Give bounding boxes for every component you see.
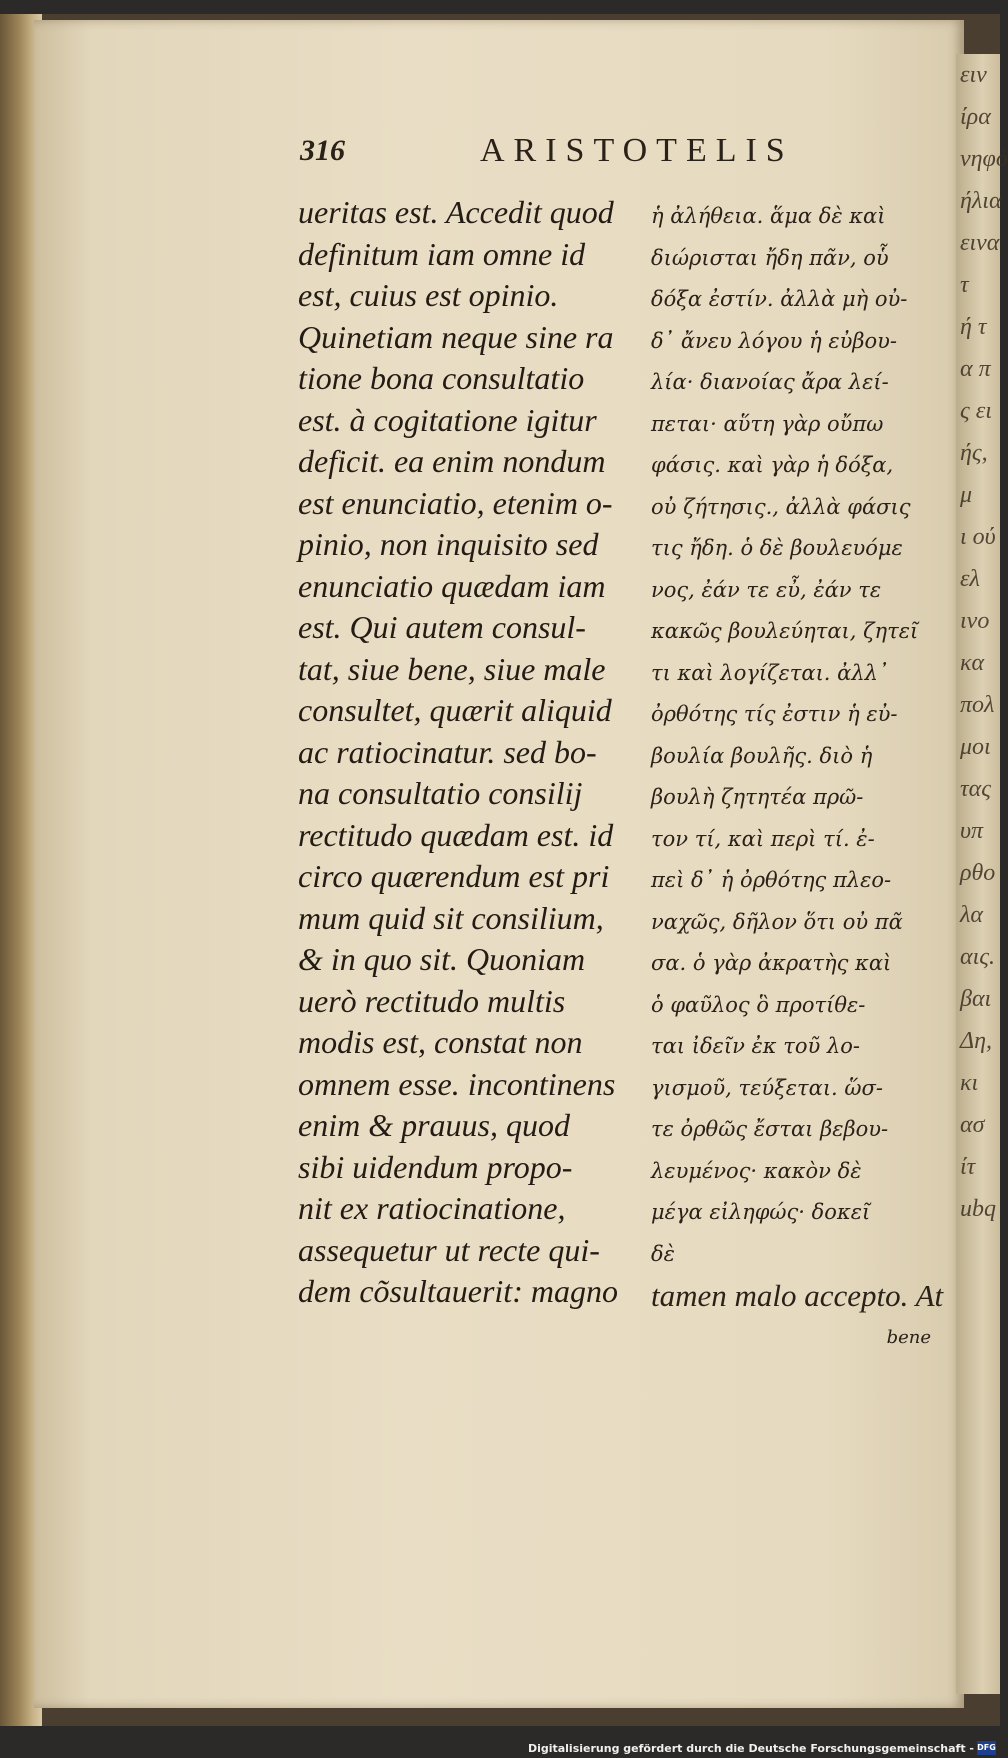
funding-credit: Digitalisierung gefördert durch die Deutsche Forschungsgemeinschaft - — [527, 1742, 974, 1755]
catchword: bene — [886, 1326, 931, 1348]
latin-line: est, cuius est opinio. — [298, 277, 559, 313]
next-page-fragment: ς ει — [960, 398, 992, 424]
dfg-logo: DFG — [977, 1741, 996, 1755]
next-page-fragment: ίτ — [960, 1154, 976, 1180]
greek-line: τι καὶ λογίζεται. ἀλλ᾽ — [651, 660, 889, 685]
latin-column — [298, 192, 618, 1313]
footer-bar — [0, 1736, 1000, 1758]
greek-line: δὲ — [651, 1241, 675, 1266]
next-page-fragment: πολ — [960, 692, 995, 718]
greek-line: ὀρθότης τίς ἐστιν ἡ εὐ- — [651, 702, 898, 726]
greek-line: τον τί, καὶ περὶ τί. ἐ- — [651, 826, 875, 851]
next-page-fragment: τας — [960, 776, 991, 802]
greek-line: γισμοῦ, τεύξεται. ὥσ- — [651, 1075, 883, 1100]
latin-line: est enunciatio, etenim o- — [298, 484, 613, 521]
greek-line: βουλία βουλῆς. διὸ ἡ — [651, 743, 873, 768]
latin-line: assequetur ut recte qui- — [298, 1231, 600, 1268]
latin-line: pinio, non inquisito sed — [298, 526, 599, 562]
next-page-fragment: λα — [960, 902, 983, 928]
latin-line: modis est, constat non — [298, 1024, 583, 1060]
next-page-fragment: ασ — [960, 1112, 985, 1138]
latin-line: sibi uidendum propo- — [298, 1148, 573, 1185]
next-page-fragment: μ — [960, 482, 973, 508]
latin-line: nit ex ratiocinatione, — [298, 1190, 566, 1226]
next-page-fragment: αις. — [960, 944, 996, 970]
next-page-edge — [956, 54, 1008, 1694]
next-page-fragment: βαι — [960, 986, 992, 1012]
latin-line: uerò rectitudo multis — [298, 982, 566, 1019]
greek-line: ὁ φαῦλος ὃ προτίθε- — [651, 992, 866, 1017]
latin-line: est. à cogitatione igitur — [298, 401, 597, 438]
latin-line: enim & prauus, quod — [298, 1107, 570, 1143]
latin-line: ueritas est. Accedit quod — [298, 194, 614, 230]
latin-line: omnem esse. incontinens — [298, 1065, 616, 1102]
greek-line: ναχῶς, δῆλον ὅτι οὐ πᾶ — [651, 909, 903, 934]
next-page-fragment: ή τ — [960, 314, 987, 340]
greek-line: διώρισται ἤδη πᾶν, οὗ — [651, 245, 889, 270]
greek-line: φάσις. καὶ γὰρ ἡ δόξα, — [651, 453, 894, 477]
next-page-fragment: τ — [960, 272, 969, 298]
next-page-fragment: ινο — [960, 608, 990, 634]
next-page-fragment: ής, — [960, 440, 988, 466]
greek-line: δ᾽ ἄνευ λόγου ἡ εὐβου- — [651, 328, 898, 353]
next-page-fragment: ubq — [960, 1196, 996, 1222]
greek-column — [651, 196, 951, 1358]
greek-line: δόξα ἐστίν. ἀλλὰ μὴ οὐ- — [651, 287, 908, 311]
next-page-fragment: κα — [960, 650, 985, 676]
latin-line: & in quo sit. Quoniam — [298, 941, 586, 977]
next-page-fragment: εινα — [960, 230, 1000, 256]
next-page-fragment: κι — [960, 1070, 979, 1096]
greek-line: λία· διανοίας ἄρα λεί- — [651, 370, 889, 394]
next-page-fragment: ίρα — [960, 104, 991, 130]
greek-line: σα. ὁ γὰρ ἀκρατὴς καὶ — [651, 951, 892, 975]
next-page-fragment: ι ού — [960, 524, 996, 550]
latin-line: ac ratiocinatur. sed bo- — [298, 733, 597, 770]
latin-line: tat, siue bene, siue male — [298, 650, 606, 687]
page-number: 316 — [300, 134, 345, 167]
latin-line: mum quid sit consilium, — [298, 899, 604, 936]
greek-line: τις ἤδη. ὁ δὲ βουλευόμε — [651, 536, 903, 560]
next-page-fragment: ρθο — [960, 860, 996, 886]
latin-line: consultet, quærit aliquid — [298, 692, 612, 728]
page-header — [300, 134, 860, 174]
greek-line: οὐ ζήτησις., ἀλλὰ φάσις — [651, 494, 911, 519]
greek-line: λευμένος· κακὸν δὲ — [651, 1158, 862, 1183]
next-page-fragment: μοι — [960, 734, 991, 760]
greek-line: βουλὴ ζητητέα πρῶ- — [651, 785, 864, 809]
greek-line: τε ὀρθῶς ἔσται βεβου- — [651, 1117, 889, 1141]
latin-line: dem cõsultauerit: magno — [298, 1273, 618, 1309]
next-page-fragment: α π — [960, 356, 991, 382]
latin-line: circo quærendum est pri — [298, 858, 610, 894]
running-title: ARISTOTELIS — [480, 132, 794, 169]
next-page-fragment: Δη, — [960, 1028, 992, 1054]
greek-line: μέγα εἰληφώς· δοκεῖ — [651, 1200, 871, 1224]
next-page-fragment: ειν — [960, 62, 987, 88]
latin-line: enunciatio quædam iam — [298, 567, 606, 604]
latin-line: rectitudo quædam est. id — [298, 816, 614, 853]
latin-line: definitum iam omne id — [298, 235, 586, 272]
greek-column-latin-tail: tamen malo accepto. At — [651, 1278, 944, 1313]
latin-line: deficit. ea enim nondum — [298, 443, 606, 479]
latin-line: na consultatio consilij — [298, 775, 583, 811]
greek-line: ἡ ἀλήθεια. ἅμα δὲ καὶ — [651, 204, 886, 228]
greek-line: πεὶ δ᾽ ἡ ὀρθότης πλεο- — [651, 868, 892, 892]
next-page-fragment: νηφό — [960, 146, 1008, 172]
greek-line: κακῶς βουλεύηται, ζητεῖ — [651, 619, 919, 643]
next-page-fragment: ήλια — [960, 188, 1002, 214]
latin-line: est. Qui autem consul- — [298, 609, 586, 645]
greek-line: πεται· αὕτη γὰρ οὔπω — [651, 411, 884, 436]
latin-line: Quinetiam neque sine ra — [298, 318, 614, 355]
next-page-fragment: υπ — [960, 818, 984, 844]
latin-line: tione bona consultatio — [298, 360, 585, 396]
greek-line: νος, ἐάν τε εὖ, ἐάν τε — [651, 577, 882, 602]
next-page-fragment: ελ — [960, 566, 980, 592]
greek-line: ται ἰδεῖν ἐκ τοῦ λο- — [651, 1034, 860, 1058]
